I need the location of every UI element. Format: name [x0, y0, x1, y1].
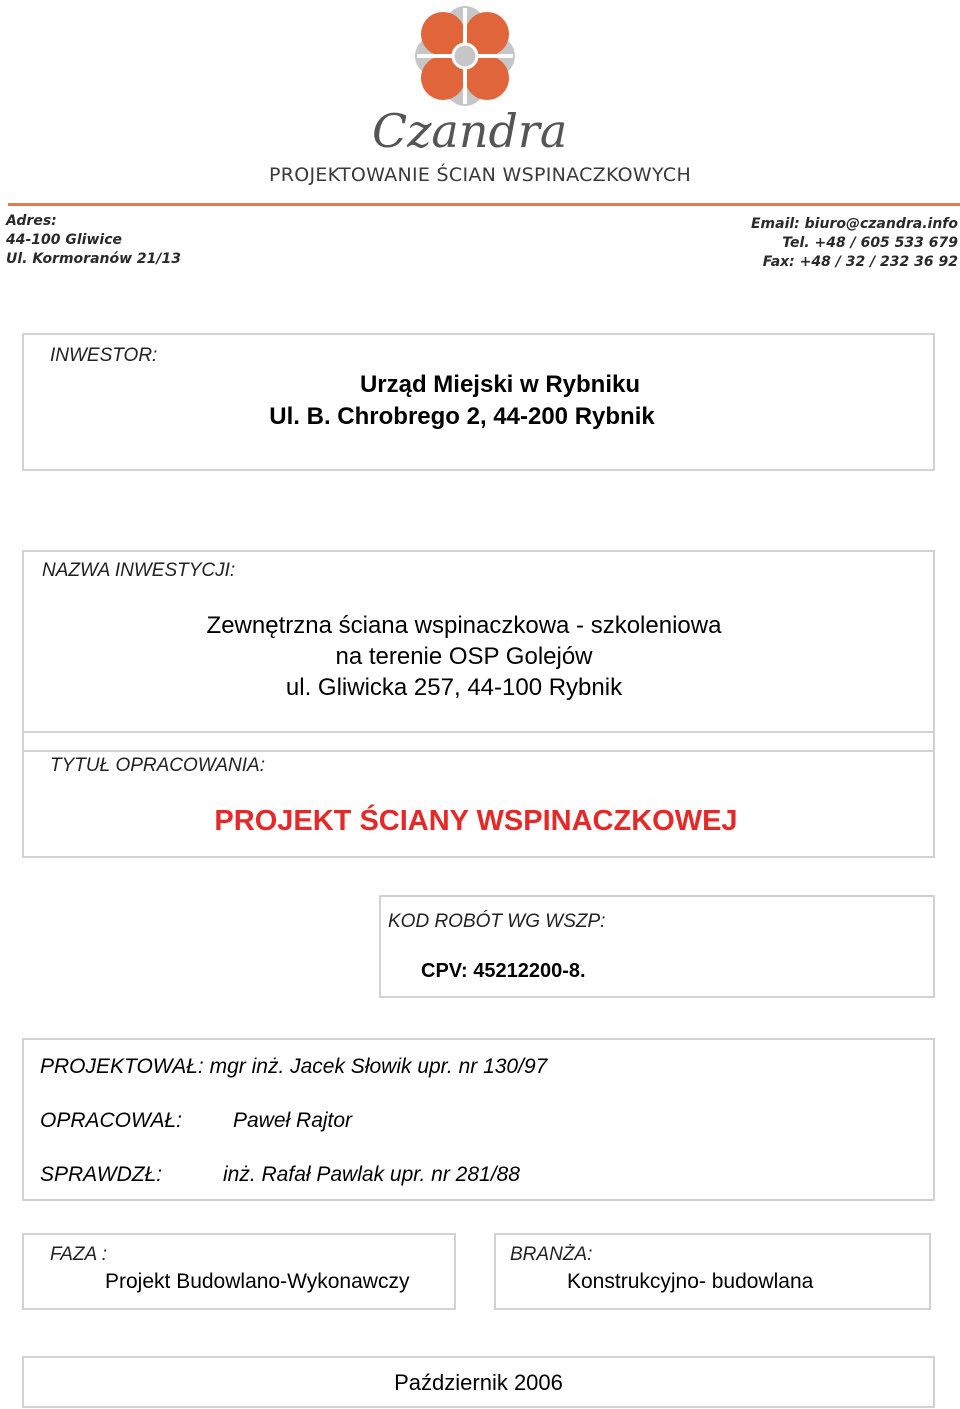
investment-label: NAZWA INWESTYCJI:: [42, 560, 236, 581]
document-title: PROJEKT ŚCIANY WSPINACZKOWEJ: [214, 805, 738, 837]
work-code-value: CPV: 45212200-8.: [421, 960, 586, 982]
investment-line-1: Zewnętrzna ściana wspinaczkowa - szkoleniowa: [206, 612, 722, 639]
company-contact: [751, 215, 958, 272]
branch-value: Konstrukcyjno- budowlana: [567, 1270, 814, 1293]
address-street: Ul. Kormoranów 21/13: [6, 251, 181, 267]
prepared-by-name: Paweł Rajtor: [233, 1109, 353, 1132]
work-code-box: [379, 895, 935, 998]
branch-box: [494, 1233, 931, 1310]
contact-fax: Fax: +48 / 32 / 232 36 92: [762, 254, 958, 270]
phase-label: FAZA :: [50, 1244, 107, 1265]
address-city: 44-100 Gliwice: [6, 232, 123, 248]
document-date: Październik 2006: [394, 1370, 563, 1395]
checked-by-name: inż. Rafał Pawlak upr. nr 281/88: [223, 1163, 520, 1186]
date-box: [22, 1356, 935, 1408]
investor-address: Ul. B. Chrobrego 2, 44-200 Rybnik: [269, 403, 655, 430]
brand-tagline: PROJEKTOWANIE ŚCIAN WSPINACZKOWYCH: [268, 164, 692, 186]
phase-box: [22, 1233, 456, 1310]
header-divider: [8, 203, 960, 206]
investor-name: Urząd Miejski w Rybniku: [359, 371, 641, 398]
address-label: Adres:: [6, 213, 57, 229]
branch-label: BRANŻA:: [510, 1244, 593, 1265]
authors-box: [22, 1038, 935, 1201]
investor-label: INWESTOR:: [50, 345, 158, 366]
contact-email: Email: biuro@czandra.info: [750, 216, 958, 232]
contact-phone: Tel. +48 / 605 533 679: [782, 235, 958, 251]
company-address: [6, 212, 181, 269]
title-box-divider: [24, 750, 933, 752]
prepared-by-label: OPRACOWAŁ:: [40, 1109, 182, 1132]
brand-name: Czandra: [372, 104, 568, 158]
investor-box: [22, 333, 935, 471]
investment-line-2: na terenie OSP Golejów: [335, 643, 593, 670]
work-code-label: KOD ROBÓT WG WSZP:: [388, 911, 606, 932]
checked-by-label: SPRAWDZŁ:: [40, 1163, 163, 1186]
investment-line-3: ul. Gliwicka 257, 44-100 Rybnik: [285, 674, 623, 701]
investment-box: [22, 550, 935, 733]
designed-by: PROJEKTOWAŁ: mgr inż. Jacek Słowik upr. nr 130/97: [40, 1055, 548, 1078]
czandra-logo-icon: [412, 4, 518, 108]
phase-value: Projekt Budowlano-Wykonawczy: [105, 1270, 410, 1293]
title-label: TYTUŁ OPRACOWANIA:: [50, 755, 266, 776]
title-box: [22, 731, 935, 858]
